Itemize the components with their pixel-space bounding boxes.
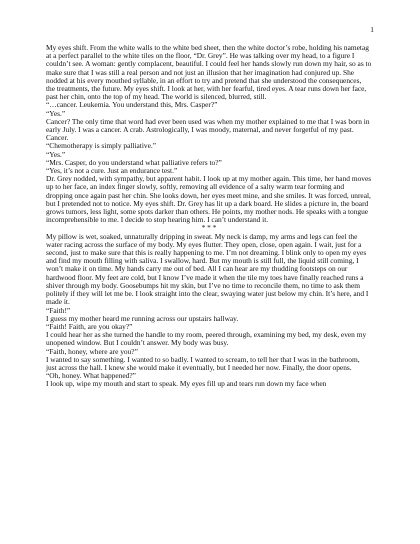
- paragraph: I wanted to say something. I wanted to so badly. I wanted to scream, to tell her that I was in the bathroom, just across the hall. I knew she would make it eventually, but I needed her now. Finally, the door opens.: [46, 354, 360, 372]
- paragraph: I look up, wipe my mouth and start to speak. My eyes fill up and tears run down my face when: [46, 379, 327, 389]
- manuscript-body: [46, 44, 372, 389]
- scene-break: * * *: [201, 223, 217, 233]
- paragraph: “…cancer. Leukemia. You understand this, Mrs. Casper?”: [46, 100, 218, 110]
- page-number: 1: [370, 25, 374, 34]
- paragraph: “Yes.”: [46, 149, 66, 159]
- paragraph: “Yes.”: [46, 108, 66, 118]
- paragraph: Cancer? The only time that word had ever been used was when my mother explained to me that I was born in early July. I was a cancer. A crab. Astrologically, I was moody, maternal, and never forgetful of my past. Cancer.: [46, 116, 370, 143]
- paragraph: Dr. Grey nodded, with sympathy, but apparent habit. I look up at my mother again. This time, her hand moves up to her face, an index finger slowly, softly, removing all evidence of a salty warm tear forming and dropping once again past her chin. She looks down, her eyes meet mine, and she smiles. It was forced, unreal, but I pretended not to notice. My eyes shift. Dr. Grey has lit up a dark board. He slides a picture in, the board grows tumors, less light, some spots darker than others. He points, my mother nods. He speaks with a tongue incomprehensible to me. I decide to stop hearing him. I can’t understand it.: [46, 174, 372, 225]
- paragraph: “Faith! Faith, are you okay?”: [46, 321, 133, 331]
- paragraph: My pillow is wet, soaked, unnaturally dripping in sweat. My neck is damp, my arms and legs can feel the water racing across the surface of my body. My eyes flutter. They open, close, open again. I wait, just for a second, just to make sure that this is really happening to me. I’m not dreaming. I blink only to open my eyes and find my mouth filling with saliva. I swallow, hard. But my mouth is still full, the liquid still coming, I won’t make it on time. My hands carry me out of bed. All I can hear are my thudding footsteps on our hardwood floor. My feet are cold, but I know I’ve made it when the tile my toes have finally reached runs a shiver through my body. Goosebumps hit my skin, but I’ve no time to reconcile them, no time to ask them politely if they will let me be. I look straight into the clear, swaying water just below my chin. It’s here, and I made it.: [46, 231, 369, 307]
- paragraph: “Oh, honey. What happened?”: [46, 371, 136, 381]
- paragraph: I guess my mother heard me running across our upstairs hallway.: [46, 313, 239, 323]
- paragraph: “Mrs. Casper, do you understand what palliative refers to?”: [46, 157, 222, 167]
- paragraph: “Yes, it’s not a cure. Just an endurance test.”: [46, 166, 178, 176]
- paragraph: “Faith!”: [46, 305, 71, 315]
- paragraph: My eyes shift. From the white walls to the white bed sheet, then the white doctor’s robe, holding his nametag at a perfect parallel to the white tiles on the floor, “Dr. Grey”. He was talking over my head, to a figure I couldn’t see. A woman: gently complacent, beautiful. I could feel her hands slowly run down my hair, so as to make sure that I was still a real person and not just an illusion that her imagination had conjured up. She nodded at his every mouthed syllable, in an effort to try and pretend that she understood the consequences, the treatments, the future. My eyes shift. I look at her, with her fearful, tired eyes. A tear runs down her face, past her chin, onto the top of my head. The world is silenced, blurred, still.: [46, 43, 372, 102]
- paragraph: I could hear her as she turned the handle to my room, peered through, examining my bed, my desk, even my unopened window. But I couldn’t answer. My body was busy.: [46, 330, 367, 348]
- paragraph: “Chemotherapy is simply palliative.”: [46, 141, 157, 151]
- paragraph: “Faith, honey, where are you?”: [46, 346, 138, 356]
